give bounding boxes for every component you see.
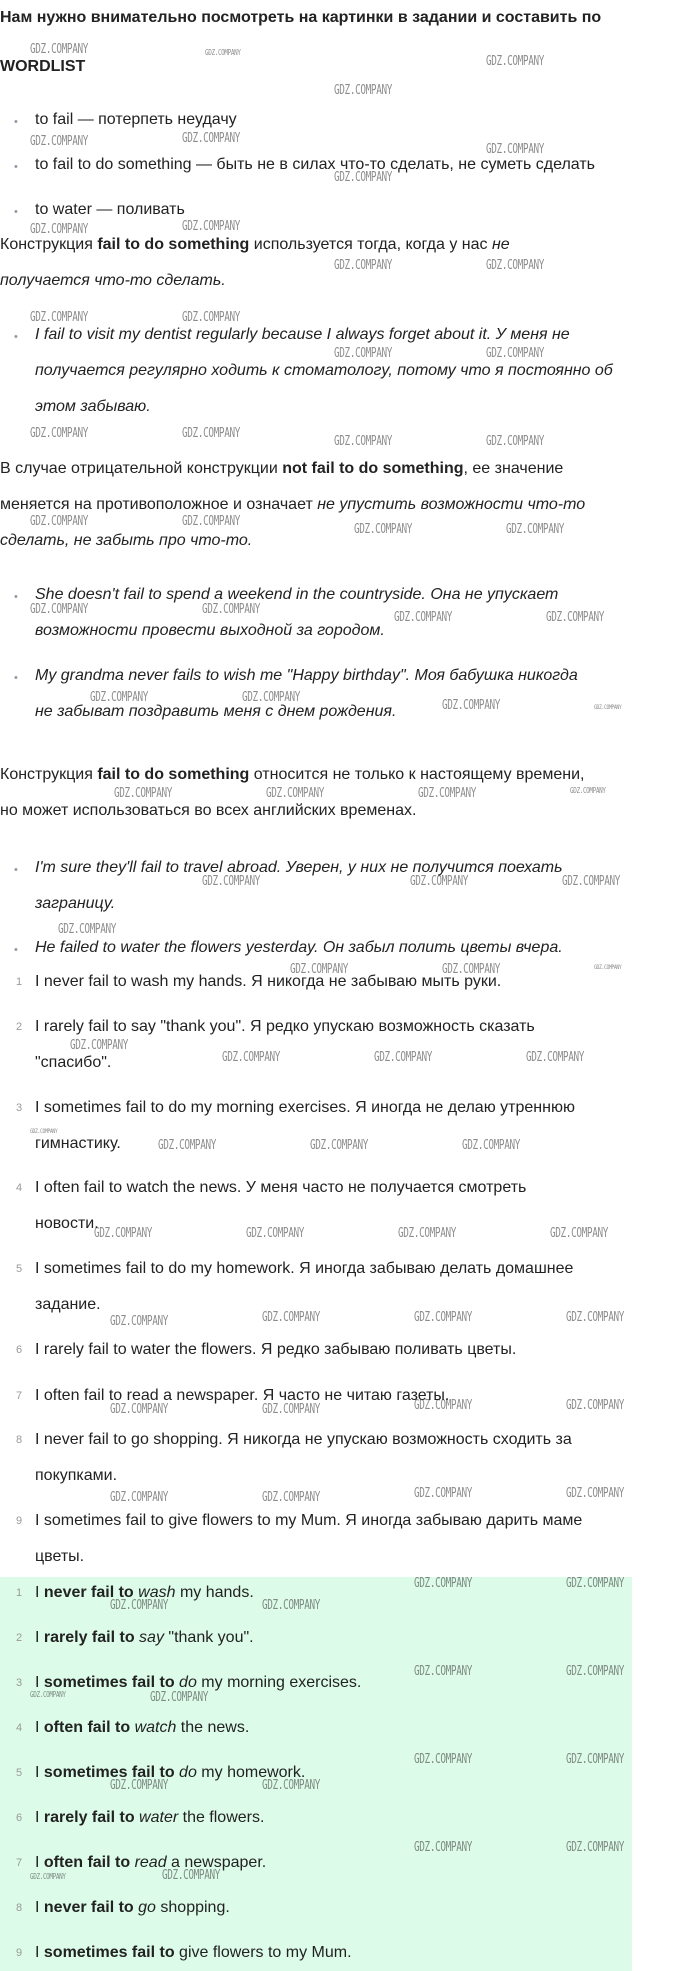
watermark: GDZ.COMPANY	[594, 964, 622, 971]
watermark: GDZ.COMPANY	[462, 1138, 521, 1153]
example-sentence-cont: возможности провести выходной за городом.	[35, 622, 385, 639]
exercise-number: 2	[15, 1021, 23, 1033]
watermark: GDZ.COMPANY	[70, 1038, 129, 1053]
answer-sentence: I sometimes fail to do my homework.	[35, 1764, 306, 1781]
watermark: GDZ.COMPANY	[414, 1840, 473, 1855]
watermark: GDZ.COMPANY	[398, 1226, 457, 1241]
rule-paragraph-cont: получается что-то сделать.	[0, 272, 226, 289]
exercise-number: 3	[15, 1102, 23, 1114]
answer-sentence: I never fail to go shopping.	[35, 1899, 230, 1916]
watermark: GDZ.COMPANY	[246, 1226, 305, 1241]
watermark: GDZ.COMPANY	[354, 522, 413, 537]
exercise-number: 7	[15, 1390, 23, 1402]
watermark: GDZ.COMPANY	[30, 514, 89, 529]
exercise-sentence: I rarely fail to say "thank you". Я редко упускаю возможность сказать	[35, 1018, 535, 1035]
exercise-sentence: I often fail to watch the news. У меня часто не получается смотреть	[35, 1179, 527, 1196]
watermark: GDZ.COMPANY	[334, 258, 393, 273]
watermark: GDZ.COMPANY	[182, 426, 241, 441]
watermark: GDZ.COMPANY	[486, 54, 545, 69]
bullet-dot: •	[14, 331, 18, 343]
watermark: GDZ.COMPANY	[262, 1598, 321, 1613]
bullet-dot: •	[14, 206, 18, 218]
watermark: GDZ.COMPANY	[290, 962, 349, 977]
exercise-sentence-cont: гимнастику.	[35, 1135, 121, 1152]
watermark: GDZ.COMPANY	[546, 610, 605, 625]
watermark: GDZ.COMPANY	[110, 1598, 169, 1613]
exercise-sentence-cont: "спасибо".	[35, 1054, 112, 1071]
bullet-dot: •	[14, 672, 18, 684]
answer-number: 9	[15, 1947, 23, 1959]
watermark: GDZ.COMPANY	[566, 1840, 625, 1855]
example-sentence: I'm sure they'll fail to travel abroad. Уверен, у них не получится поехать	[35, 859, 563, 876]
watermark: GDZ.COMPANY	[30, 1128, 58, 1135]
watermark: GDZ.COMPANY	[262, 1778, 321, 1793]
answer-number: 7	[15, 1857, 23, 1869]
watermark: GDZ.COMPANY	[414, 1664, 473, 1679]
exercise-sentence: I rarely fail to water the flowers. Я редко забываю поливать цветы.	[35, 1341, 517, 1358]
example-sentence-cont: не забыват поздравить меня с днем рождения.	[35, 703, 397, 720]
watermark: GDZ.COMPANY	[442, 698, 501, 713]
exercise-sentence-cont: покупками.	[35, 1467, 118, 1484]
watermark: GDZ.COMPANY	[266, 786, 325, 801]
answer-number: 8	[15, 1902, 23, 1914]
wordlist-item: to fail — потерпеть неудачу	[35, 111, 237, 128]
watermark: GDZ.COMPANY	[566, 1398, 625, 1413]
bullet-dot: •	[14, 864, 18, 876]
watermark: GDZ.COMPANY	[182, 514, 241, 529]
watermark: GDZ.COMPANY	[526, 1050, 585, 1065]
bullet-dot: •	[14, 591, 18, 603]
wordlist-item: to fail to do something — быть не в силах что-то сделать, не суметь сделать	[35, 156, 596, 173]
answer-sentence: I often fail to read a newspaper.	[35, 1854, 267, 1871]
watermark: GDZ.COMPANY	[418, 786, 477, 801]
exercise-number: 4	[15, 1182, 23, 1194]
watermark: GDZ.COMPANY	[550, 1226, 609, 1241]
watermark: GDZ.COMPANY	[262, 1490, 321, 1505]
rule-paragraph: Конструкция fail to do something используется тогда, когда у нас не	[0, 236, 510, 253]
watermark: GDZ.COMPANY	[334, 170, 393, 185]
watermark: GDZ.COMPANY	[202, 874, 261, 889]
answer-number: 1	[15, 1587, 23, 1599]
watermark: GDZ.COMPANY	[30, 602, 89, 617]
exercise-sentence: I sometimes fail to do my homework. Я иногда забываю делать домашнее	[35, 1260, 574, 1277]
watermark: GDZ.COMPANY	[334, 434, 393, 449]
answer-sentence: I rarely fail to water the flowers.	[35, 1809, 265, 1826]
watermark: GDZ.COMPANY	[58, 922, 117, 937]
watermark: GDZ.COMPANY	[566, 1664, 625, 1679]
watermark: GDZ.COMPANY	[150, 1690, 209, 1705]
watermark: GDZ.COMPANY	[566, 1310, 625, 1325]
exercise-number: 5	[15, 1263, 23, 1275]
watermark: GDZ.COMPANY	[374, 1050, 433, 1065]
rule-paragraph-cont: сделать, не забыть про что-то.	[0, 532, 253, 549]
watermark: GDZ.COMPANY	[486, 258, 545, 273]
answer-number: 6	[15, 1812, 23, 1824]
watermark: GDZ.COMPANY	[414, 1576, 473, 1591]
watermark: GDZ.COMPANY	[114, 786, 173, 801]
example-sentence: He failed to water the flowers yesterday. Он забыл полить цветы вчера.	[35, 939, 563, 956]
watermark: GDZ.COMPANY	[30, 134, 89, 149]
watermark: GDZ.COMPANY	[410, 874, 469, 889]
exercise-sentence-cont: новости.	[35, 1215, 99, 1232]
exercise-number: 8	[15, 1434, 23, 1446]
answer-number: 3	[15, 1677, 23, 1689]
watermark: GDZ.COMPANY	[570, 786, 606, 795]
watermark: GDZ.COMPANY	[90, 690, 149, 705]
rule-paragraph: Конструкция fail to do something относится не только к настоящему времени,	[0, 766, 585, 783]
watermark: GDZ.COMPANY	[566, 1752, 625, 1767]
watermark: GDZ.COMPANY	[334, 346, 393, 361]
watermark: GDZ.COMPANY	[30, 426, 89, 441]
watermark: GDZ.COMPANY	[205, 48, 241, 57]
exercise-number: 6	[15, 1344, 23, 1356]
watermark: GDZ.COMPANY	[310, 1138, 369, 1153]
watermark: GDZ.COMPANY	[442, 962, 501, 977]
answer-sentence: I never fail to wash my hands.	[35, 1584, 254, 1601]
bullet-dot: •	[14, 116, 18, 128]
exercise-sentence: I never fail to wash my hands. Я никогда не забываю мыть руки.	[35, 973, 502, 990]
rule-paragraph-cont: но может использоваться во всех английских временах.	[0, 802, 417, 819]
watermark: GDZ.COMPANY	[162, 1868, 221, 1883]
watermark: GDZ.COMPANY	[486, 434, 545, 449]
exercise-number: 9	[15, 1515, 23, 1527]
answer-number: 4	[15, 1722, 23, 1734]
exercise-number: 1	[15, 976, 23, 988]
watermark: GDZ.COMPANY	[30, 1872, 66, 1881]
answer-sentence: I sometimes fail to do my morning exercises.	[35, 1674, 362, 1691]
watermark: GDZ.COMPANY	[566, 1576, 625, 1591]
answer-sentence: I rarely fail to say "thank you".	[35, 1629, 254, 1646]
watermark: GDZ.COMPANY	[262, 1402, 321, 1417]
bullet-dot: •	[14, 161, 18, 173]
watermark: GDZ.COMPANY	[262, 1310, 321, 1325]
example-sentence-cont: этом забываю.	[35, 398, 151, 415]
exercise-sentence-cont: задание.	[35, 1296, 101, 1313]
watermark: GDZ.COMPANY	[202, 602, 261, 617]
watermark: GDZ.COMPANY	[414, 1310, 473, 1325]
wordlist-item: to water — поливать	[35, 201, 185, 218]
exercise-sentence: I never fail to go shopping. Я никогда не упускаю возможность сходить за	[35, 1431, 572, 1448]
watermark: GDZ.COMPANY	[506, 522, 565, 537]
watermark: GDZ.COMPANY	[414, 1752, 473, 1767]
watermark: GDZ.COMPANY	[94, 1226, 153, 1241]
watermark: GDZ.COMPANY	[182, 310, 241, 325]
watermark: GDZ.COMPANY	[562, 874, 621, 889]
watermark: GDZ.COMPANY	[30, 310, 89, 325]
watermark: GDZ.COMPANY	[182, 131, 241, 146]
watermark: GDZ.COMPANY	[486, 346, 545, 361]
watermark: GDZ.COMPANY	[394, 610, 453, 625]
example-sentence: I fail to visit my dentist regularly because I always forget about it. У меня не	[35, 326, 570, 343]
watermark: GDZ.COMPANY	[222, 1050, 281, 1065]
watermark: GDZ.COMPANY	[110, 1402, 169, 1417]
answer-number: 2	[15, 1632, 23, 1644]
watermark: GDZ.COMPANY	[30, 42, 89, 57]
bullet-dot: •	[14, 944, 18, 956]
answer-sentence: I often fail to watch the news.	[35, 1719, 250, 1736]
watermark: GDZ.COMPANY	[110, 1314, 169, 1329]
example-sentence: She doesn't fail to spend a weekend in the countryside. Она не упускает	[35, 586, 559, 603]
rule-paragraph: В случае отрицательной конструкции not fail to do something, ее значение	[0, 460, 564, 477]
watermark: GDZ.COMPANY	[30, 222, 89, 237]
watermark: GDZ.COMPANY	[182, 219, 241, 234]
watermark: GDZ.COMPANY	[594, 704, 622, 711]
exercise-sentence: I sometimes fail to give flowers to my Mum. Я иногда забываю дарить маме	[35, 1512, 583, 1529]
example-sentence: My grandma never fails to wish me "Happy birthday". Моя бабушка никогда	[35, 667, 578, 684]
example-sentence-cont: получается регулярно ходить к стоматологу, потому что я постоянно об	[35, 362, 613, 379]
exercise-sentence-cont: цветы.	[35, 1548, 85, 1565]
watermark: GDZ.COMPANY	[334, 83, 393, 98]
rule-paragraph-cont: меняется на противоположное и означает не упустить возможности что-то	[0, 496, 586, 513]
exercise-sentence: I sometimes fail to do my morning exercises. Я иногда не делаю утреннюю	[35, 1099, 575, 1116]
watermark: GDZ.COMPANY	[158, 1138, 217, 1153]
exercise-sentence: I often fail to read a newspaper. Я часто не читаю газеты.	[35, 1387, 450, 1404]
watermark: GDZ.COMPANY	[110, 1778, 169, 1793]
watermark: GDZ.COMPANY	[486, 142, 545, 157]
watermark: GDZ.COMPANY	[566, 1486, 625, 1501]
wordlist-heading: WORDLIST	[0, 58, 86, 75]
watermark: GDZ.COMPANY	[414, 1486, 473, 1501]
intro-text: Нам нужно внимательно посмотреть на картинки в задании и составить по	[0, 9, 602, 26]
watermark: GDZ.COMPANY	[30, 1690, 66, 1699]
answer-sentence: I sometimes fail to give flowers to my Mum.	[35, 1944, 352, 1961]
watermark: GDZ.COMPANY	[110, 1490, 169, 1505]
watermark: GDZ.COMPANY	[242, 690, 301, 705]
example-sentence-cont: заграницу.	[35, 895, 116, 912]
answer-number: 5	[15, 1767, 23, 1779]
watermark: GDZ.COMPANY	[414, 1398, 473, 1413]
